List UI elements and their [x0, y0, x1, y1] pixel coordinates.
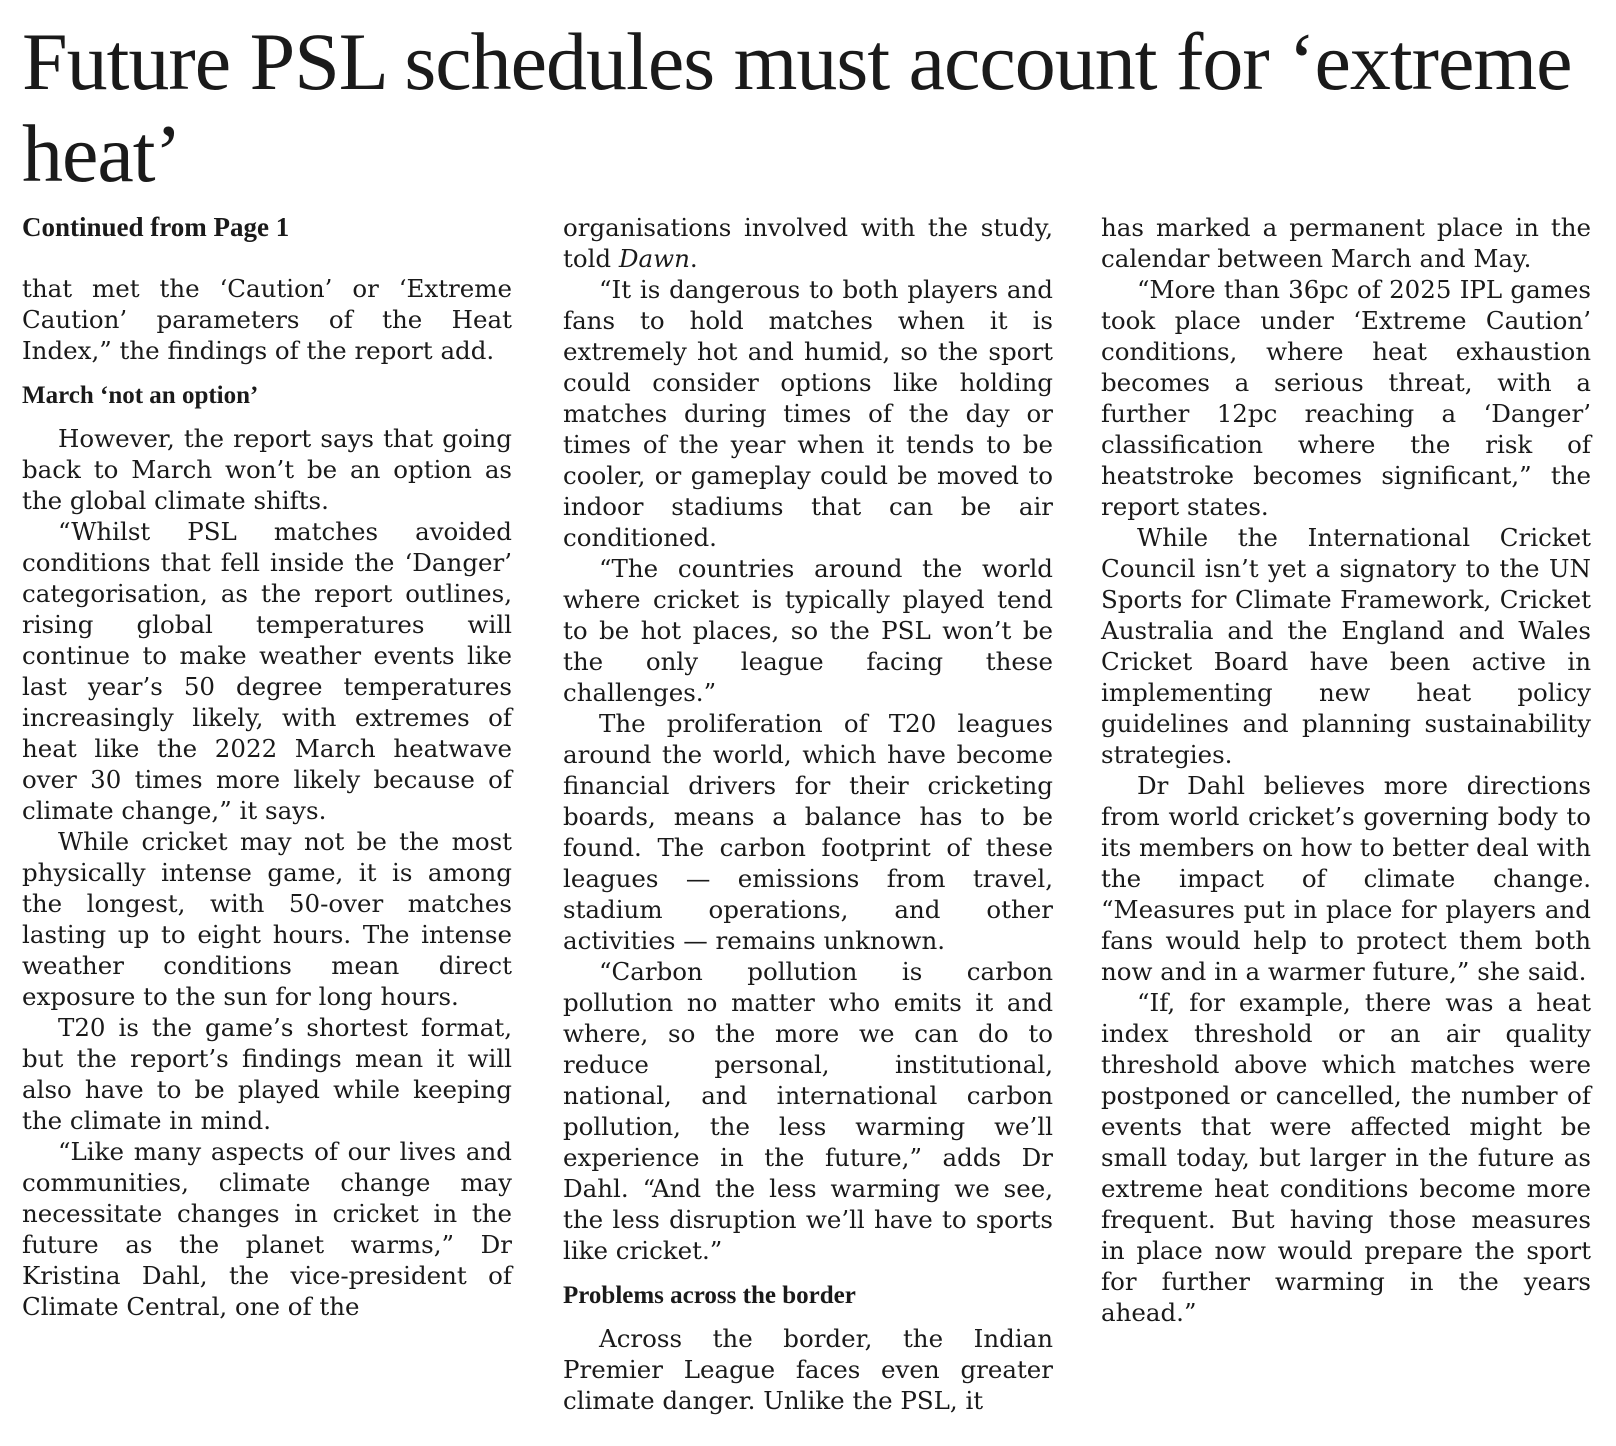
paragraph: Across the border, the Indian Premier League faces even greater climate danger. Unlike the PSL, it	[563, 1324, 1053, 1415]
paragraph: The proliferation of T20 leagues around the world, which have become financial drivers for their cricketing boards, means a balance has to be found. The carbon footprint of these leagues — emissions from travel, stadium operations, and other activities — remains unknown.	[563, 709, 1053, 955]
text-run: organisations involved with the study, told	[563, 213, 1053, 273]
column-1	[22, 212, 512, 1322]
subheading: March ‘not an option’	[22, 382, 259, 409]
column-3	[1101, 212, 1591, 1328]
paragraph: T20 is the game’s shortest format, but the report’s findings mean it will also have to be played while keeping the climate in mind.	[22, 1013, 512, 1135]
paragraph: “It is dangerous to both players and fans to hold matches when it is extremely hot and humid, so the sport could consider options like holding matches during times of the day or times of the year when it tends to be cooler, or gameplay could be moved to indoor stadiums that can be air conditioned.	[563, 275, 1053, 552]
paragraph: While the International Cricket Council isn’t yet a signatory to the UN Sports for Climate Framework, Cricket Australia and the England and Wales Cricket Board have been active in implementing new heat policy guidelines and planning sustainability strategies.	[1101, 523, 1591, 769]
paragraph: “Whilst PSL matches avoided conditions that fell inside the ‘Danger’ categorisation, as the report outlines, rising global temperatures will continue to make weather events like last year’s 50 degree temperatures increasingly likely, with extremes of heat like the 2022 March heatwave over 30 times more likely because of climate change,” it says.	[22, 517, 512, 825]
paragraph	[563, 212, 1053, 274]
headline: Future PSL schedules must account for ‘extreme heat’	[22, 16, 1572, 199]
column-2	[563, 212, 1053, 1416]
paragraph: However, the report says that going back to March won’t be an option as the global climate shifts.	[22, 424, 512, 515]
paragraph: “More than 36pc of 2025 IPL games took place under ‘Extreme Caution’ conditions, where heat exhaustion becomes a serious threat, with a further 12pc reaching a ‘Danger’ classification where the risk of heatstroke becomes significant,” the report states.	[1101, 275, 1591, 521]
paragraph: Dr Dahl believes more directions from world cricket’s governing body to its members on how to better deal with the impact of climate change. “Measures put in place for players and fans would help to protect them both now and in a warmer future,” she said.	[1101, 771, 1591, 986]
paragraph: that met the ‘Caution’ or ‘Extreme Caution’ parameters of the Heat Index,” the findings of the report add.	[22, 274, 512, 365]
paragraph: While cricket may not be the most physically intense game, it is among the longest, with 50-over matches lasting up to eight hours. The intense weather conditions mean direct exposure to the sun for long hours.	[22, 827, 512, 1011]
text-run: .	[689, 244, 698, 273]
subheading: Problems across the border	[563, 1282, 856, 1309]
paragraph: “Carbon pollution is carbon pollution no matter who emits it and where, so the more we can do to reduce personal, institutional, national, and international carbon pollution, the less warming we’ll experience in the future,” adds Dr Dahl. “And the less warming we see, the less disruption we’ll have to sports like cricket.”	[563, 957, 1053, 1265]
paragraph: has marked a permanent place in the calendar between March and May.	[1101, 213, 1591, 273]
newspaper-name: Dawn	[618, 244, 690, 273]
paragraph: “If, for example, there was a heat index threshold or an air quality threshold above which matches were postponed or cancelled, the number of events that were affected might be small today, but larger in the future as extreme heat conditions become more frequent. But having those measures in place now would prepare the sport for further warming in the years ahead.”	[1101, 988, 1591, 1327]
paragraph: “Like many aspects of our lives and communities, climate change may necessitate changes in cricket in the future as the planet warms,” Dr Kristina Dahl, the vice-president of Climate Central, one of the	[22, 1137, 512, 1321]
paragraph: “The countries around the world where cricket is typically played tend to be hot places, so the PSL won’t be the only league facing these challenges.”	[563, 554, 1053, 707]
continued-label: Continued from Page 1	[22, 212, 290, 242]
